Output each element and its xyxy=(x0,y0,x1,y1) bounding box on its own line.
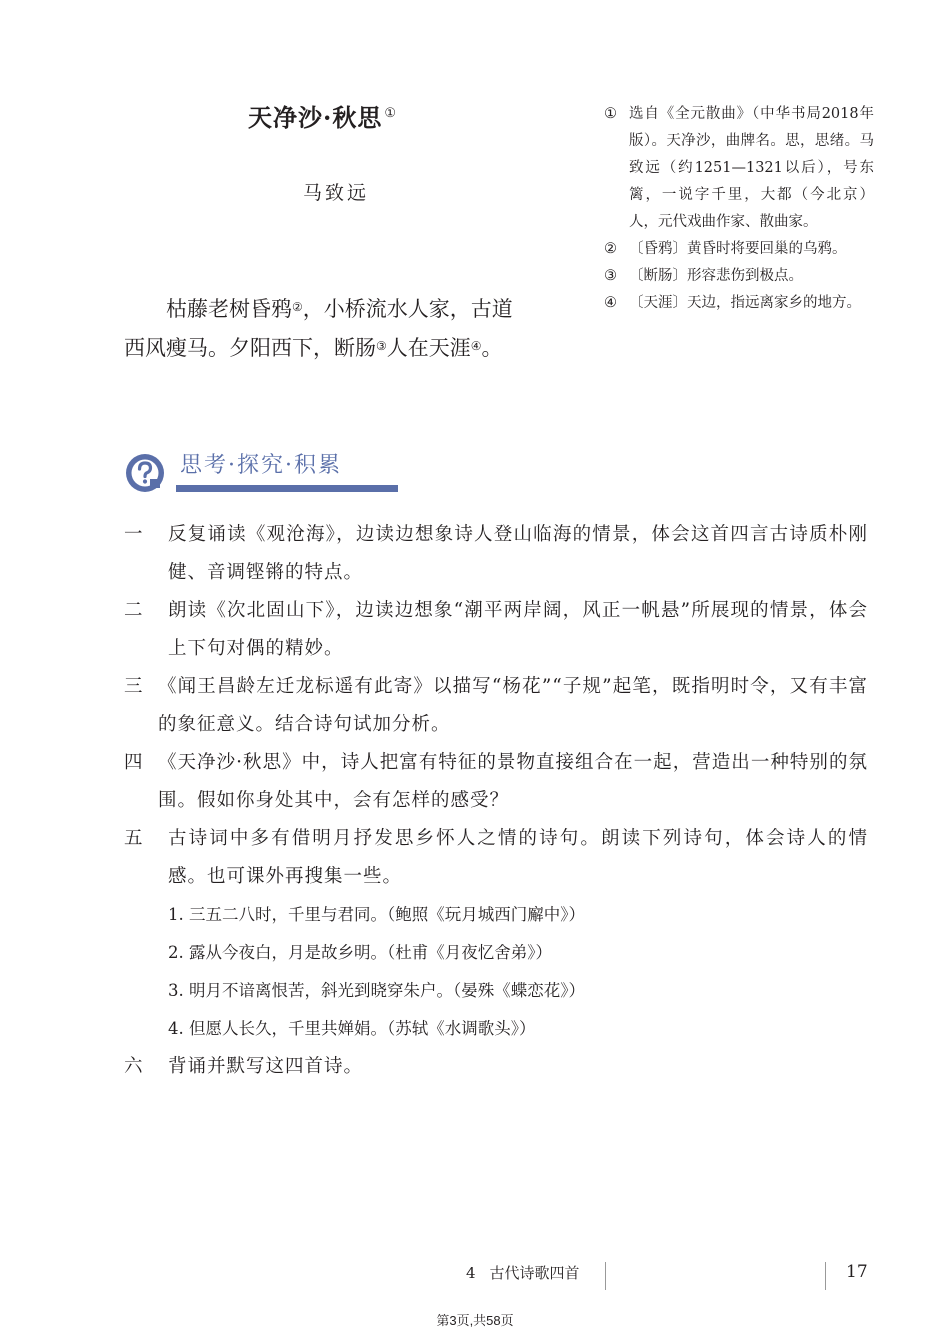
poem-text: ，小桥流水人家，古道 xyxy=(302,297,513,321)
exercise-item xyxy=(124,820,868,896)
example-item: 3. 明月不谙离恨苦，斜光到晓穿朱户。（晏殊《蝶恋花》） xyxy=(168,981,585,1000)
footer-divider xyxy=(825,1262,826,1290)
footer-divider xyxy=(605,1262,606,1290)
footnote-text: 〔昏鸦〕黄昏时将要回巢的乌鸦。 xyxy=(629,241,847,257)
note-marker: ④ xyxy=(470,339,482,353)
running-footer xyxy=(466,1262,580,1283)
exercise-number: 三 xyxy=(124,676,144,697)
poem-text: 西风瘦马。夕阳西下，断肠 xyxy=(124,336,376,360)
footnote xyxy=(604,101,874,236)
note-marker: ③ xyxy=(376,339,387,353)
question-circle-icon xyxy=(124,452,166,494)
exercise-number: 二 xyxy=(124,600,144,621)
exercise-number: 一 xyxy=(124,524,144,545)
poem-line-1 xyxy=(124,290,554,329)
poem-title xyxy=(248,98,397,133)
exercise-list xyxy=(124,516,868,1086)
exercise-text: 《天净沙·秋思》中，诗人把富有特征的景物直接组合在一起，营造出一种特别的氛围。假如你身处其中，会有怎样的感受？ xyxy=(158,752,868,811)
example-item: 2. 露从今夜白，月是故乡明。（杜甫《月夜忆舍弟》） xyxy=(168,943,552,962)
footnote xyxy=(604,236,874,263)
exercise-text: 《闻王昌龄左迁龙标遥有此寄》以描写“杨花”“子规”起笔，既指明时令，又有丰富的象征意义。结合诗句试加分析。 xyxy=(158,676,868,735)
poem-text: 人在天涯 xyxy=(386,336,471,360)
exercise-number: 四 xyxy=(124,752,144,773)
example-item: 4. 但愿人长久，千里共婵娟。（苏轼《水调歌头》） xyxy=(168,1019,536,1038)
poem-line-examples xyxy=(168,896,868,1048)
poem-line-2 xyxy=(124,329,554,368)
page-indicator: 第3页,共58页 xyxy=(436,1313,514,1328)
exercise-item xyxy=(124,592,868,668)
exercise-text: 背诵并默写这四首诗。 xyxy=(168,1056,364,1077)
footnote-number: ① xyxy=(604,106,617,122)
footnote xyxy=(604,263,874,290)
exercise-text: 反复诵读《观沧海》，边读边想象诗人登山临海的情景，体会这首四言古诗质朴刚健、音调铿锵的特点。 xyxy=(168,524,868,583)
poem-text: 。 xyxy=(481,336,503,360)
footnote-number: ③ xyxy=(604,268,617,284)
lesson-number: 4 xyxy=(466,1264,476,1282)
section-underline xyxy=(176,485,398,492)
poem-title-note-marker: ① xyxy=(384,106,398,121)
note-marker: ② xyxy=(292,300,303,314)
lesson-title: 古代诗歌四首 xyxy=(489,1264,580,1282)
exercise-item xyxy=(124,744,868,820)
page-number: 17 xyxy=(846,1262,868,1282)
exercise-number: 五 xyxy=(124,828,144,849)
footnote-text: 〔天涯〕天边，指远离家乡的地方。 xyxy=(629,295,861,311)
poem-author: 马致远 xyxy=(303,182,370,204)
footnotes xyxy=(604,101,874,317)
poem-body xyxy=(124,290,554,368)
footnote-number: ② xyxy=(604,241,617,257)
footnote xyxy=(604,290,874,317)
footnote-text: 〔断肠〕形容悲伤到极点。 xyxy=(629,268,803,284)
exercise-text: 朗读《次北固山下》，边读边想象“潮平两岸阔，风正一帆悬”所展现的情景，体会上下句对偶的精妙。 xyxy=(168,600,868,659)
footnote-number: ④ xyxy=(604,295,617,311)
exercise-item xyxy=(124,1048,868,1086)
exercise-item xyxy=(124,516,868,592)
poem-text: 枯藤老树昏鸦 xyxy=(166,297,292,321)
exercise-text: 古诗词中多有借明月抒发思乡怀人之情的诗句。朗读下列诗句，体会诗人的情感。也可课外再搜集一些。 xyxy=(168,828,868,887)
exercise-number: 六 xyxy=(124,1056,144,1077)
exercise-item xyxy=(124,668,868,744)
section-title: 思考·探究·积累 xyxy=(180,453,342,478)
poem-title-text: 天净沙·秋思 xyxy=(248,103,383,132)
footnote-text: 选自《全元散曲》（中华书局2018年版）。天净沙，曲牌名。思，思绪。马致远（约1251—1321以后），号东篱，一说字千里，大都（今北京）人，元代戏曲作家、散曲家。 xyxy=(629,106,874,230)
example-item: 1. 三五二八时，千里与君同。（鲍照《玩月城西门廨中》） xyxy=(168,905,585,924)
